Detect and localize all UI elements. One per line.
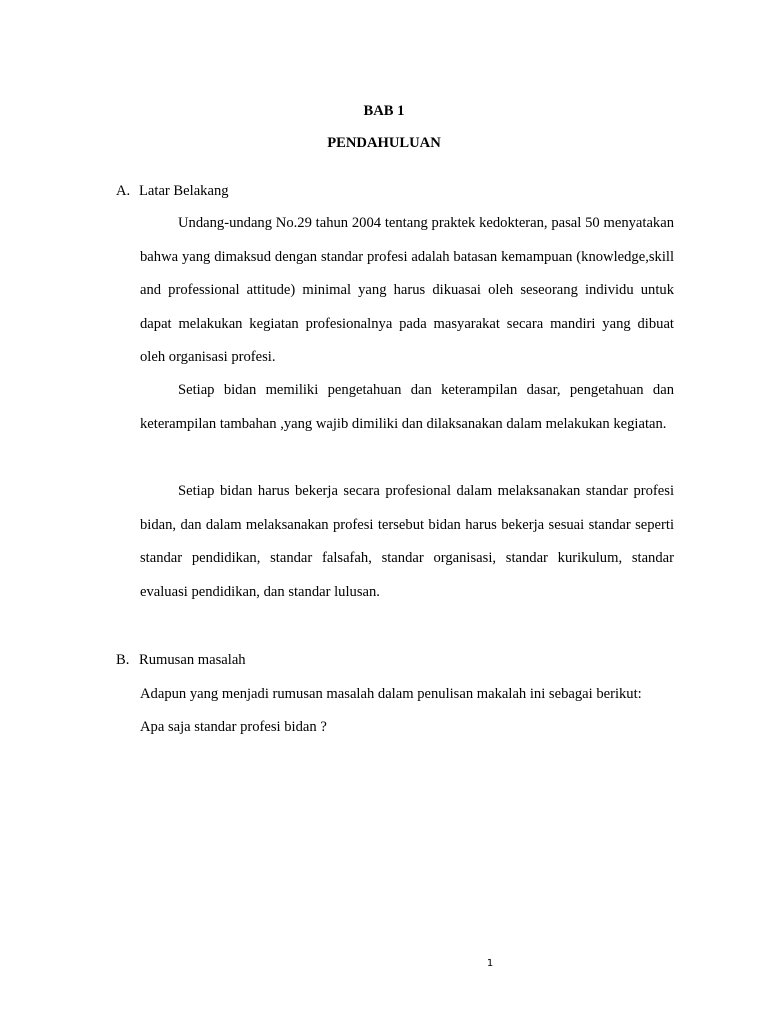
chapter-label: BAB 1 <box>363 103 405 119</box>
section-b-question: Apa saja standar profesi bidan ? <box>140 719 327 735</box>
paragraph-3: Setiap bidan harus bekerja secara profesional dalam melaksanakan standar profesi bidan, dan dalam melaksanakan profesi tersebut bidan harus bekerja sesuai standar seperti standar pendidikan, standar falsafah, standar organisasi, standar kurikulum, standar evaluasi pendidikan, dan standar lulusan. <box>140 483 674 600</box>
section-b-intro: Adapun yang menjadi rumusan masalah dalam penulisan makalah ini sebagai berikut: <box>140 686 642 702</box>
section-b-heading <box>116 652 246 669</box>
section-b-marker: B. <box>116 652 130 668</box>
section-b-title: Rumusan masalah <box>139 652 246 668</box>
section-a-title: Latar Belakang <box>139 183 229 199</box>
section-a-marker: A. <box>116 183 131 199</box>
page-number: 1 <box>486 958 494 969</box>
section-a-heading <box>116 183 229 200</box>
paragraph-2: Setiap bidan memiliki pengetahuan dan keterampilan dasar, pengetahuan dan keterampilan tambahan ,yang wajib dimiliki dan dilaksanakan dalam melakukan kegiatan. <box>140 382 674 432</box>
paragraph-1: Undang-undang No.29 tahun 2004 tentang praktek kedokteran, pasal 50 menyatakan bahwa yang dimaksud dengan standar profesi adalah batasan kemampuan (knowledge,skill and professional attitude) minimal yang harus dikuasai oleh seseorang individu untuk dapat melakukan kegiatan profesionalnya pada masyarakat secara mandiri yang dibuat oleh organisasi profesi. <box>140 215 674 365</box>
chapter-title: PENDAHULUAN <box>327 135 441 151</box>
